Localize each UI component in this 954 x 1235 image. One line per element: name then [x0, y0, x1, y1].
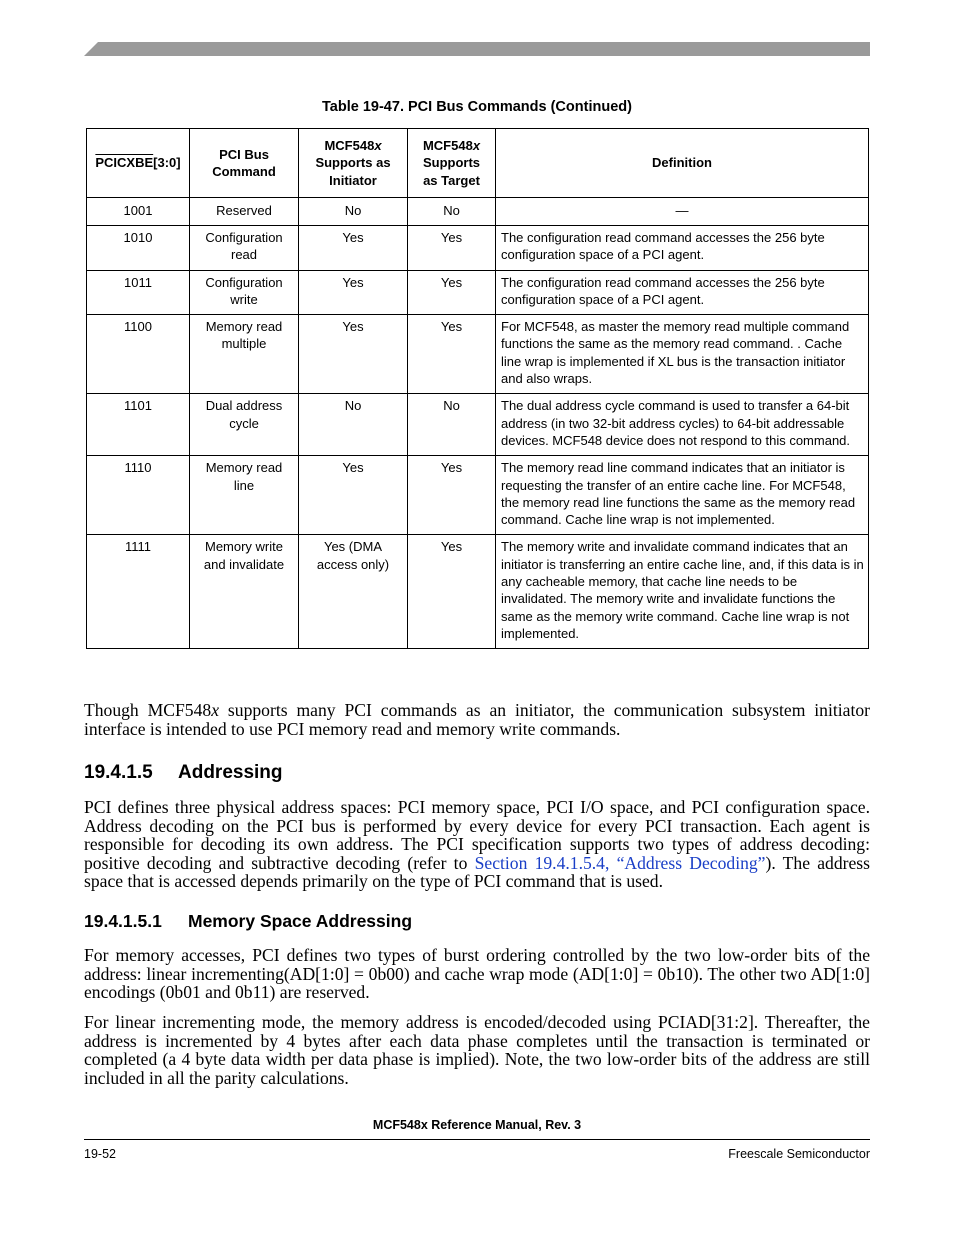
cell-command: Configuration write — [190, 270, 299, 315]
cell-initiator: Yes — [299, 226, 408, 271]
cell-initiator: No — [299, 198, 408, 226]
paragraph-initiator-note: Though MCF548x supports many PCI commands as an initiator, the communication subsystem initiator interface is intended to use PCI memory read and memory write commands. — [84, 700, 870, 739]
cell-code: 1111 — [87, 535, 190, 649]
cell-initiator: Yes — [299, 456, 408, 535]
table-row — [87, 198, 869, 226]
cell-definition: The memory write and invalidate command indicates that an initiator is transferring an entire cache line, and, if this data is in any cacheable memory, that cache line needs to be invalidated. The memory write and invalidate functions the same as the memory write command. Cache line wrap is not implemented. — [496, 535, 869, 649]
table-row — [87, 535, 869, 649]
cell-command: Dual address cycle — [190, 394, 299, 456]
cell-code: 1110 — [87, 456, 190, 535]
pci-bus-commands-table — [86, 128, 869, 649]
cell-target: Yes — [408, 535, 496, 649]
cell-code: 1001 — [87, 198, 190, 226]
table-header-row — [87, 129, 869, 198]
cell-code: 1101 — [87, 394, 190, 456]
cell-target: Yes — [408, 270, 496, 315]
header-supports-target: MCF548x Supports as Target — [408, 129, 496, 198]
cell-initiator: Yes (DMA access only) — [299, 535, 408, 649]
paragraph-addressing: PCI defines three physical address spaces: PCI memory space, PCI I/O space, and PCI configuration space. Address decoding on the PCI bus is performed by every device for every PCI transaction. Each agent is responsible for decoding its own address. The PCI specification supports two types of address decoding: positive decoding and subtractive decoding (refer to Section 19.4.1.5.4, “Address Decoding”). The address space that is accessed depends primarily on the type of PCI command that is used. — [84, 797, 871, 892]
cell-command: Memory read multiple — [190, 315, 299, 394]
table-row — [87, 270, 869, 315]
section-link-address-decoding[interactable]: Section 19.4.1.5.4, “Address Decoding” — [474, 852, 766, 873]
cell-target: Yes — [408, 456, 496, 535]
section-heading-memory-space-addressing: 19.4.1.5.1 Memory Space Addressing — [84, 911, 413, 931]
cell-command: Memory read line — [190, 456, 299, 535]
cell-target: No — [408, 394, 496, 456]
cell-code: 1010 — [87, 226, 190, 271]
table-row — [87, 456, 869, 535]
cell-code: 1011 — [87, 270, 190, 315]
cell-definition: — — [496, 198, 869, 226]
cell-definition: The memory read line command indicates that an initiator is requesting the transfer of an entire cache line. For MCF548, the memory read line functions the same as the memory read command. Cache line wrap is not implemented. — [496, 456, 869, 535]
header-pcicxbe: PCICXBE[3:0] — [87, 129, 190, 198]
footer-company: Freescale Semiconductor — [728, 1147, 870, 1161]
table-row — [87, 315, 869, 394]
paragraph-linear-incrementing: For linear incrementing mode, the memory address is encoded/decoded using PCIAD[31:2]. Thereafter, the address is incremented by 4 bytes after each data phase completes until the transaction is terminated or completed (a 4 byte data width per data phase is implied). Note, the two low-order bits of the address are still included in all the parity calculations. — [84, 1012, 870, 1088]
cell-target: Yes — [408, 226, 496, 271]
cell-command: Memory write and invalidate — [190, 535, 299, 649]
cell-command: Configuration read — [190, 226, 299, 271]
header-supports-initiator: MCF548x Supports as Initiator — [299, 129, 408, 198]
cell-command: Reserved — [190, 198, 299, 226]
paragraph-burst-ordering: For memory accesses, PCI defines two types of burst ordering controlled by the two low-order bits of the address: linear incrementing(AD[1:0] = 0b00) and cache wrap mode (AD[1:0] = 0b10). The other two AD[1:0] encodings (0b01 and 0b11) are reserved. — [84, 945, 870, 1003]
table-title: Table 19-47. PCI Bus Commands (Continued) — [322, 99, 632, 115]
header-definition: Definition — [496, 129, 869, 198]
cell-initiator: Yes — [299, 315, 408, 394]
table-row — [87, 394, 869, 456]
cell-code: 1100 — [87, 315, 190, 394]
cell-initiator: No — [299, 394, 408, 456]
cell-initiator: Yes — [299, 270, 408, 315]
cell-target: Yes — [408, 315, 496, 394]
footer-divider — [84, 1139, 870, 1140]
cell-definition: For MCF548, as master the memory read multiple command functions the same as the memory read command. . Cache line wrap is implemented if XL bus is the transaction initiator and also wraps. — [496, 315, 869, 394]
footer-page-number: 19-52 — [84, 1147, 116, 1161]
cell-definition: The configuration read command accesses the 256 byte configuration space of a PCI agent. — [496, 226, 869, 271]
cell-definition: The dual address cycle command is used to transfer a 64-bit address (in two 32-bit address cycles) to 64-bit addressable devices. MCF548 device does not respond to this command. — [496, 394, 869, 456]
header-bar — [84, 42, 870, 56]
cell-target: No — [408, 198, 496, 226]
cell-definition: The configuration read command accesses the 256 byte configuration space of a PCI agent. — [496, 270, 869, 315]
section-heading-addressing: 19.4.1.5 Addressing — [84, 762, 283, 783]
header-pci-bus-command: PCI Bus Command — [190, 129, 299, 198]
footer-manual-title: MCF548x Reference Manual, Rev. 3 — [372, 1118, 582, 1132]
table-row — [87, 226, 869, 271]
